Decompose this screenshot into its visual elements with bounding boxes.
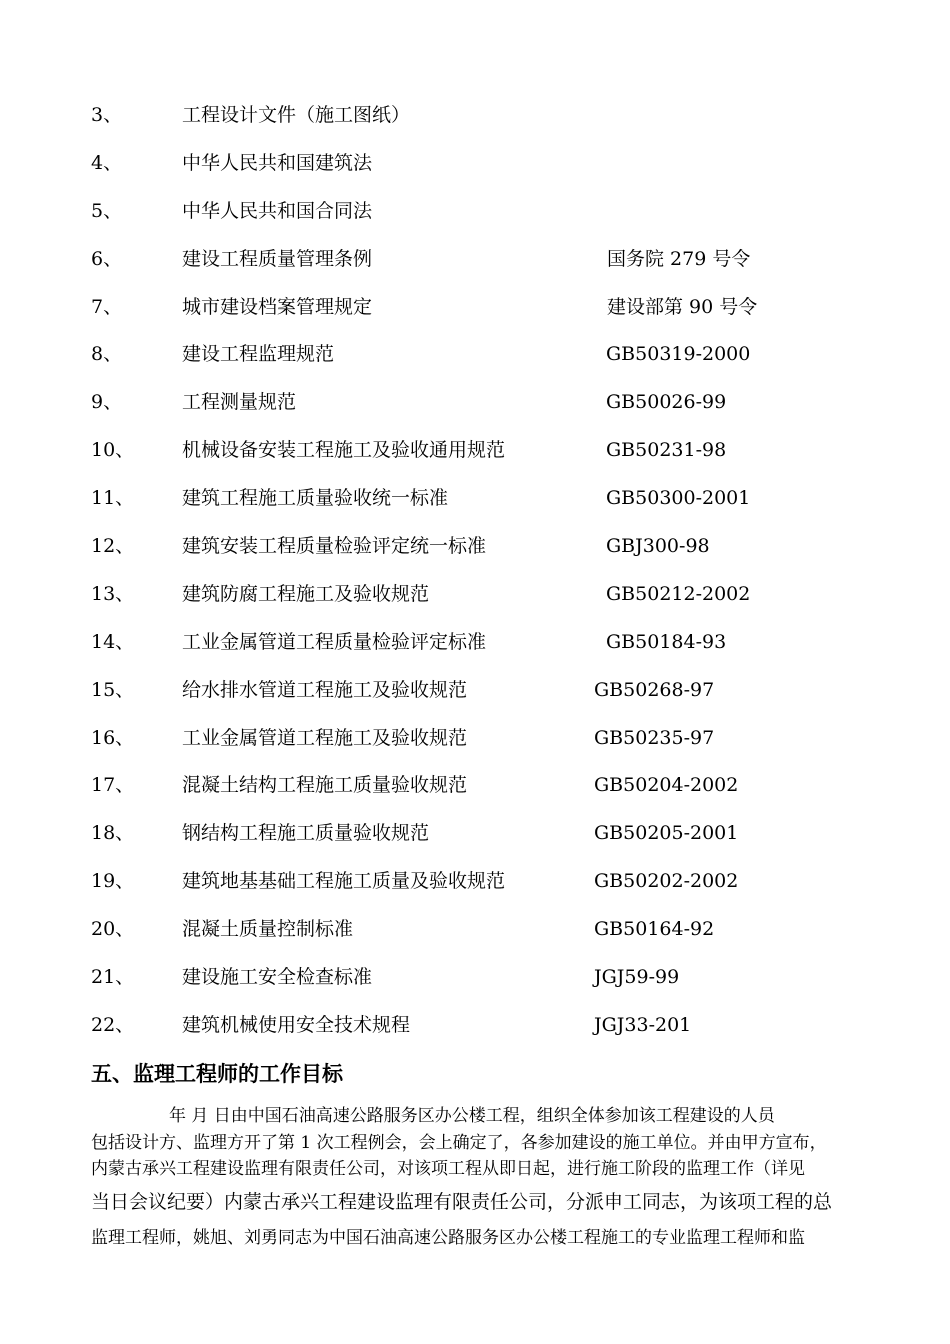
item-title: 建设工程质量管理条例 (182, 247, 373, 270)
item-title: 建筑防腐工程施工及验收规范 (182, 582, 430, 605)
item-code: GB50231-98 (606, 439, 727, 462)
paragraph-line (91, 1101, 881, 1126)
item-number: 9、 (91, 391, 123, 414)
list-item (0, 92, 950, 140)
paragraph-line: 包括设计方、监理方开了第 1 次工程例会，会上确定了，各参加建设的施工单位。并由甲方宣布， (91, 1133, 827, 1153)
item-code: GB50319-2000 (606, 343, 751, 366)
item-number: 14、 (91, 630, 135, 653)
item-number: 3、 (91, 104, 123, 126)
item-number: 16、 (91, 726, 135, 749)
section-heading: 五、监理工程师的工作目标 (91, 1062, 343, 1086)
item-title: 混凝土结构工程施工质量验收规范 (182, 774, 468, 797)
item-title: 建筑安装工程质量检验评定统一标准 (182, 535, 487, 558)
list-item (0, 762, 950, 810)
list-item (0, 188, 950, 236)
list-item (0, 667, 950, 715)
paragraph-line: 监理工程师，姚旭、刘勇同志为中国石油高速公路服务区办公楼工程施工的专业监理工程师和监 (91, 1228, 805, 1248)
item-number: 11、 (91, 487, 135, 510)
item-title: 建设工程监理规范 (182, 343, 335, 366)
item-title: 建筑工程施工质量验收统一标准 (182, 487, 449, 510)
item-number: 12、 (91, 535, 135, 558)
item-number: 4、 (91, 151, 123, 174)
item-title: 工业金属管道工程质量检验评定标准 (182, 630, 487, 653)
item-title: 机械设备安装工程施工及验收通用规范 (182, 439, 506, 462)
item-number: 8、 (91, 343, 123, 366)
item-code: GB50268-97 (594, 678, 715, 701)
list-item (0, 715, 950, 763)
list-item (0, 379, 950, 427)
item-number: 22、 (91, 1013, 135, 1036)
item-title: 中华人民共和国合同法 (182, 199, 373, 222)
list-item (0, 236, 950, 284)
item-code: GB50212-2002 (606, 582, 751, 605)
item-title: 工程测量规范 (182, 391, 297, 414)
item-number: 18、 (91, 822, 135, 845)
list-item (0, 140, 950, 188)
list-item (0, 810, 950, 858)
item-number: 19、 (91, 870, 135, 893)
list-item (0, 571, 950, 619)
item-title: 城市建设档案管理规定 (182, 295, 373, 318)
list-item (0, 523, 950, 571)
item-title: 钢结构工程施工质量验收规范 (182, 822, 430, 845)
item-number: 15、 (91, 678, 135, 701)
item-title: 工程设计文件（施工图纸） (182, 104, 411, 126)
item-code: GB50235-97 (594, 726, 715, 749)
item-code: GB50300-2001 (606, 487, 751, 510)
list-item (0, 954, 950, 1002)
item-number: 20、 (91, 918, 135, 941)
list-item (0, 906, 950, 954)
item-number: 7、 (91, 295, 123, 318)
item-code: GB50026-99 (606, 391, 727, 414)
list-item (0, 858, 950, 906)
item-code: JGJ33-201 (594, 1013, 692, 1036)
item-title: 建筑地基基础工程施工质量及验收规范 (182, 870, 506, 893)
item-code: 国务院 279 号令 (607, 247, 751, 270)
item-title: 建设施工安全检查标准 (182, 966, 373, 989)
paragraph-line: 当日会议纪要）内蒙古承兴工程建设监理有限责任公司，分派申工同志，为该项工程的总 (91, 1191, 833, 1213)
item-number: 6、 (91, 247, 123, 270)
item-number: 13、 (91, 582, 135, 605)
item-code: JGJ59-99 (594, 966, 680, 989)
item-number: 21、 (91, 966, 135, 989)
paragraph-line: 内蒙古承兴工程建设监理有限责任公司，对该项工程从即日起，进行施工阶段的监理工作（详见 (91, 1159, 805, 1179)
list-item (0, 427, 950, 475)
list-item (0, 284, 950, 332)
item-code: GBJ300-98 (606, 535, 710, 558)
item-code: GB50184-93 (606, 630, 727, 653)
paragraph-text: 年 月 日由中国石油高速公路服务区办公楼工程，组织全体参加该工程建设的人员 (169, 1106, 775, 1126)
item-number: 5、 (91, 199, 123, 222)
item-code: GB50164-92 (594, 918, 715, 941)
item-title: 中华人民共和国建筑法 (182, 151, 373, 174)
item-title: 混凝土质量控制标准 (182, 918, 354, 941)
standards-list (0, 92, 950, 1050)
list-item (0, 475, 950, 523)
item-number: 10、 (91, 439, 135, 462)
item-code: GB50204-2002 (594, 774, 739, 797)
item-title: 给水排水管道工程施工及验收规范 (182, 678, 468, 701)
item-title: 建筑机械使用安全技术规程 (182, 1013, 411, 1036)
item-code: GB50202-2002 (594, 870, 739, 893)
list-item (0, 1002, 950, 1050)
item-code: 建设部第 90 号令 (607, 295, 758, 318)
item-code: GB50205-2001 (594, 822, 739, 845)
item-title: 工业金属管道工程施工及验收规范 (182, 726, 468, 749)
list-item (0, 619, 950, 667)
item-number: 17、 (91, 774, 135, 797)
list-item (0, 331, 950, 379)
